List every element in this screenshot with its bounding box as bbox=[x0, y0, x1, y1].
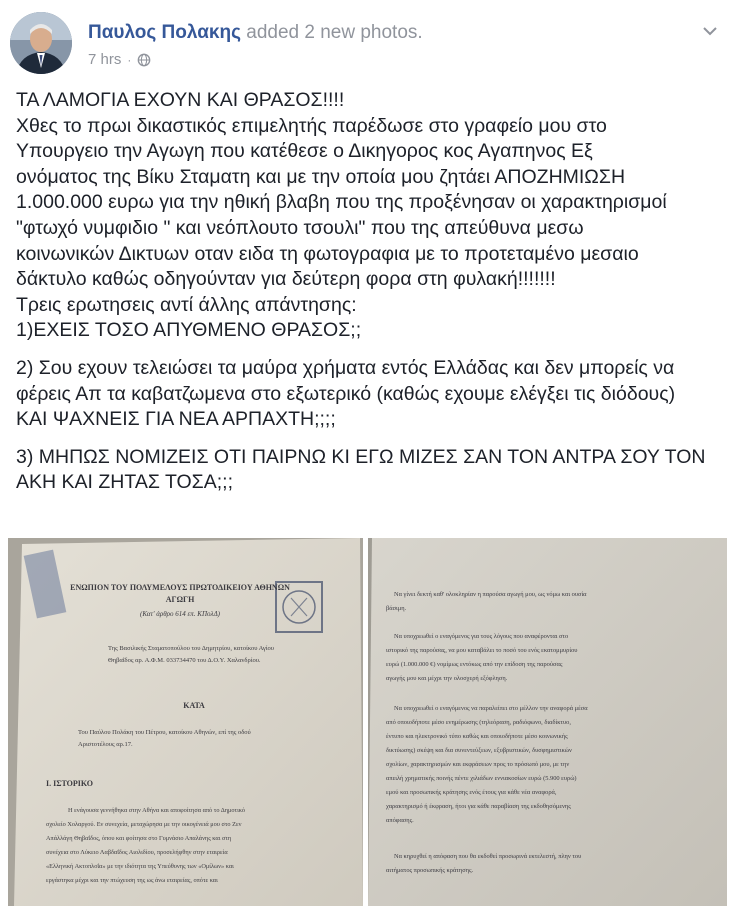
text-line: ΚΑΙ ΨΑΧΝΕΙΣ ΓΙΑ ΝΕΑ ΑΡΠΑΧΤΗ;;;; bbox=[16, 408, 336, 431]
doc-line: δικτύωσης) σκέψη και δια συνεντεύξεων, εξυβριστικών, δυσφημιστικών bbox=[386, 747, 572, 754]
photo-lawsuit-page-1[interactable] bbox=[8, 538, 363, 906]
text-line: Υπουργειο την Αγωγη που κατέθεσε ο Δικηγορος κος Αγαπηνος Εξ bbox=[16, 140, 593, 163]
photo-grid bbox=[8, 538, 727, 906]
text-line: ΑΚΗ ΚΑΙ ΖΗΤΑΣ ΤΟΣΑ;;; bbox=[16, 471, 233, 494]
doc-line: Να γίνει δεκτή καθ' ολοκληρίαν η παρούσα αγωγή μου, ως νόμω και ουσία bbox=[394, 591, 587, 598]
timestamp[interactable]: 7 hrs bbox=[88, 51, 122, 68]
globe-icon[interactable] bbox=[137, 53, 151, 67]
text-line: 1)ΕΧΕΙΣ ΤΟΣΟ ΑΠΥΘΜΕΝΟ ΘΡΑΣΟΣ;; bbox=[16, 319, 362, 342]
text-line: 3) ΜΗΠΩΣ ΝΟΜΙΖΕΙΣ ΟΤΙ ΠΑΙΡΝΩ ΚΙ ΕΓΩ ΜΙΖΕΣ ΣΑΝ ΤΟΝ ΑΝΤΡΑ ΣΟΥ ΤΟΝ bbox=[16, 445, 706, 468]
doc-line: (Κατ' άρθρο 614 επ. ΚΠολΔ) bbox=[139, 610, 221, 618]
doc-line: ΑΓΩΓΗ bbox=[165, 595, 195, 604]
doc-line: από οποιοδήποτε μέσο ενημέρωσης (τηλεόραση, ραδιόφωνο, διαδίκτυο, bbox=[386, 719, 571, 726]
text-line: κοινωνικών Δικτυων οταν ειδα τη φωτογραφια με το προτεταμένο μεσαιο bbox=[16, 242, 639, 265]
doc-line: Θηβαΐδος αρ. Α.Φ.Μ. 033734470 του Δ.Ο.Υ. Χαλανδρίου. bbox=[108, 657, 261, 664]
doc-line: αγωγής μου και μέχρι την ολοσχερή εξόφληση. bbox=[386, 675, 508, 682]
separator-dot: · bbox=[127, 52, 132, 67]
doc-line: Να υποχρεωθεί ο εναγόμενος για τους λόγους που αναφέρονται στο bbox=[394, 633, 569, 640]
doc-line: απόφασης. bbox=[386, 817, 414, 824]
post-text bbox=[16, 88, 721, 508]
text-line: Τρεις ερωτησεις αντί άλλης απάντησης: bbox=[16, 293, 357, 316]
doc-line: συνέχεια στο Λύκειο Λαβδαΐδος Αιολιδίου, προσελήφθην στην εταιρεία bbox=[46, 849, 228, 856]
doc-line: εμού και προσωπικής κράτησης ενός έτους για κάθε νέα αναφορά, bbox=[386, 789, 557, 796]
paragraph bbox=[16, 88, 721, 344]
doc-line: Αριστοτέλους αρ.17. bbox=[78, 741, 133, 748]
text-line: δάκτυλο καθώς οδηγούνταν για δεύτερη φορα στη φυλακή!!!!!!! bbox=[16, 268, 556, 291]
doc-line: απειλή χρηματικής ποινής πέντε χιλιάδων εννιακοσίων ευρώ (5.900 ευρώ) bbox=[386, 775, 577, 782]
doc-line: Να κηρυχθεί η απόφαση που θα εκδοθεί προσωρινά εκτελεστή, πλην του bbox=[394, 853, 582, 860]
doc-line: ΕΝΩΠΙΟΝ ΤΟΥ ΠΟΛΥΜΕΛΟΥΣ ΠΡΩΤΟΔΙΚΕΙΟΥ ΑΘΗΝΩΝ bbox=[70, 583, 290, 592]
post-header bbox=[10, 8, 725, 72]
doc-line: Ι. ΙΣΤΟΡΙΚΟ bbox=[46, 779, 93, 788]
doc-line: χαρακτηρισμό ή έκφραση, ήτοι για κάθε παραβίαση της εκδοθησόμενης bbox=[386, 803, 571, 810]
doc-line: ΚΑΤΑ bbox=[183, 701, 205, 710]
doc-line: ιστορικό της παρούσας, να μου καταβάλει το ποσό του ενός εκατομμυρίου bbox=[386, 647, 578, 654]
photo-lawsuit-page-2[interactable] bbox=[368, 538, 727, 906]
doc-line: Να υποχρεωθεί ο εναγόμενος να παραλείπει στο μέλλον την αναφορά μέσα bbox=[394, 705, 588, 712]
text-line: ονόματος της Βίκυ Σταματη και με την οποία μου ζητάει ΑΠΟΖΗΜΙΩΣΗ bbox=[16, 165, 626, 188]
text-line: φέρεις Απ τα καβατζωμενα στο εξωτερικό (καθώς εχουμε ελέγξει τις διόδους) bbox=[16, 382, 676, 405]
doc-line: Του Παύλου Πολάκη του Πέτρου, κατοίκου Αθηνών, επί της οδού bbox=[78, 729, 251, 736]
doc-line: εργάστηκα μέχρι και την πτώχευση της ως άνω εταιρείας, οπότε και bbox=[46, 877, 218, 884]
doc-line: σχολίων, χαρακτηρισμών και εκφράσεων προς το πρόσωπό μου, με την bbox=[386, 761, 570, 768]
doc-line: έντυπο και ηλεκτρονικό τύπο καθώς και οποιοδήποτε μέσο κοινωνικής bbox=[386, 733, 568, 740]
chevron-down-icon[interactable] bbox=[701, 24, 719, 38]
text-line: "φτωχό νυμφιδιο " και νεόπλουτο τσουλι" που της απεύθυνα μεσω bbox=[16, 216, 584, 239]
doc-line: Της Βασιλικής Σταματοπούλου του Δημητρίου, κατοίκου Αγίου bbox=[108, 645, 275, 652]
doc-line: σχολείο Χολαργού. Εν συνεχεία, μεταχώρησα με την οικογένειά μου στο Ζεν bbox=[46, 821, 242, 828]
text-line: 1.000.000 ευρω για την ηθική βλαβη που της προξένησαν οι χαρακτηρισμοί bbox=[16, 191, 667, 214]
doc-line: «Ελληνική Ακτοπλοΐα» με την ιδιότητα της Υπεύθυνης των «Ομίλων» και bbox=[46, 863, 234, 870]
post-title bbox=[88, 22, 423, 44]
doc-line: βάσιμη. bbox=[386, 605, 407, 612]
text-line: Χθες το πρωι δικαστικός επιμελητής παρέδωσε στο γραφείο μου στο bbox=[16, 114, 607, 137]
text-line: ΤΑ ΛΑΜΟΓΙΑ ΕΧΟΥΝ ΚΑΙ ΘΡΑΣΟΣ!!!! bbox=[16, 89, 345, 111]
doc-line: Η ενάγουσα γεννήθηκα στην Αθήνα και αποφοίτησα από το Δημοτικό bbox=[68, 807, 245, 814]
author-name[interactable]: Παυλος Πολακης bbox=[88, 22, 241, 43]
post-action: added 2 new photos. bbox=[246, 22, 423, 43]
post-meta bbox=[88, 51, 151, 68]
avatar[interactable] bbox=[10, 12, 72, 74]
text-line: 2) Σου εχουν τελειώσει τα μαύρα χρήματα εντός Ελλάδας και δεν μπορείς να bbox=[16, 356, 675, 379]
paragraph bbox=[16, 445, 721, 496]
doc-line: ευρώ (1.000.000 €) νομίμως εντόκως από την επίδοση της παρούσας bbox=[386, 661, 563, 668]
paragraph bbox=[16, 356, 721, 433]
doc-line: αιτήματος προσωπικής κράτησης. bbox=[386, 867, 474, 874]
doc-line: Απάλλάγη Θηβαΐδος, όπου και φοίτησα στο Γυμνάσιο Απαλάνης και στη bbox=[46, 835, 232, 842]
